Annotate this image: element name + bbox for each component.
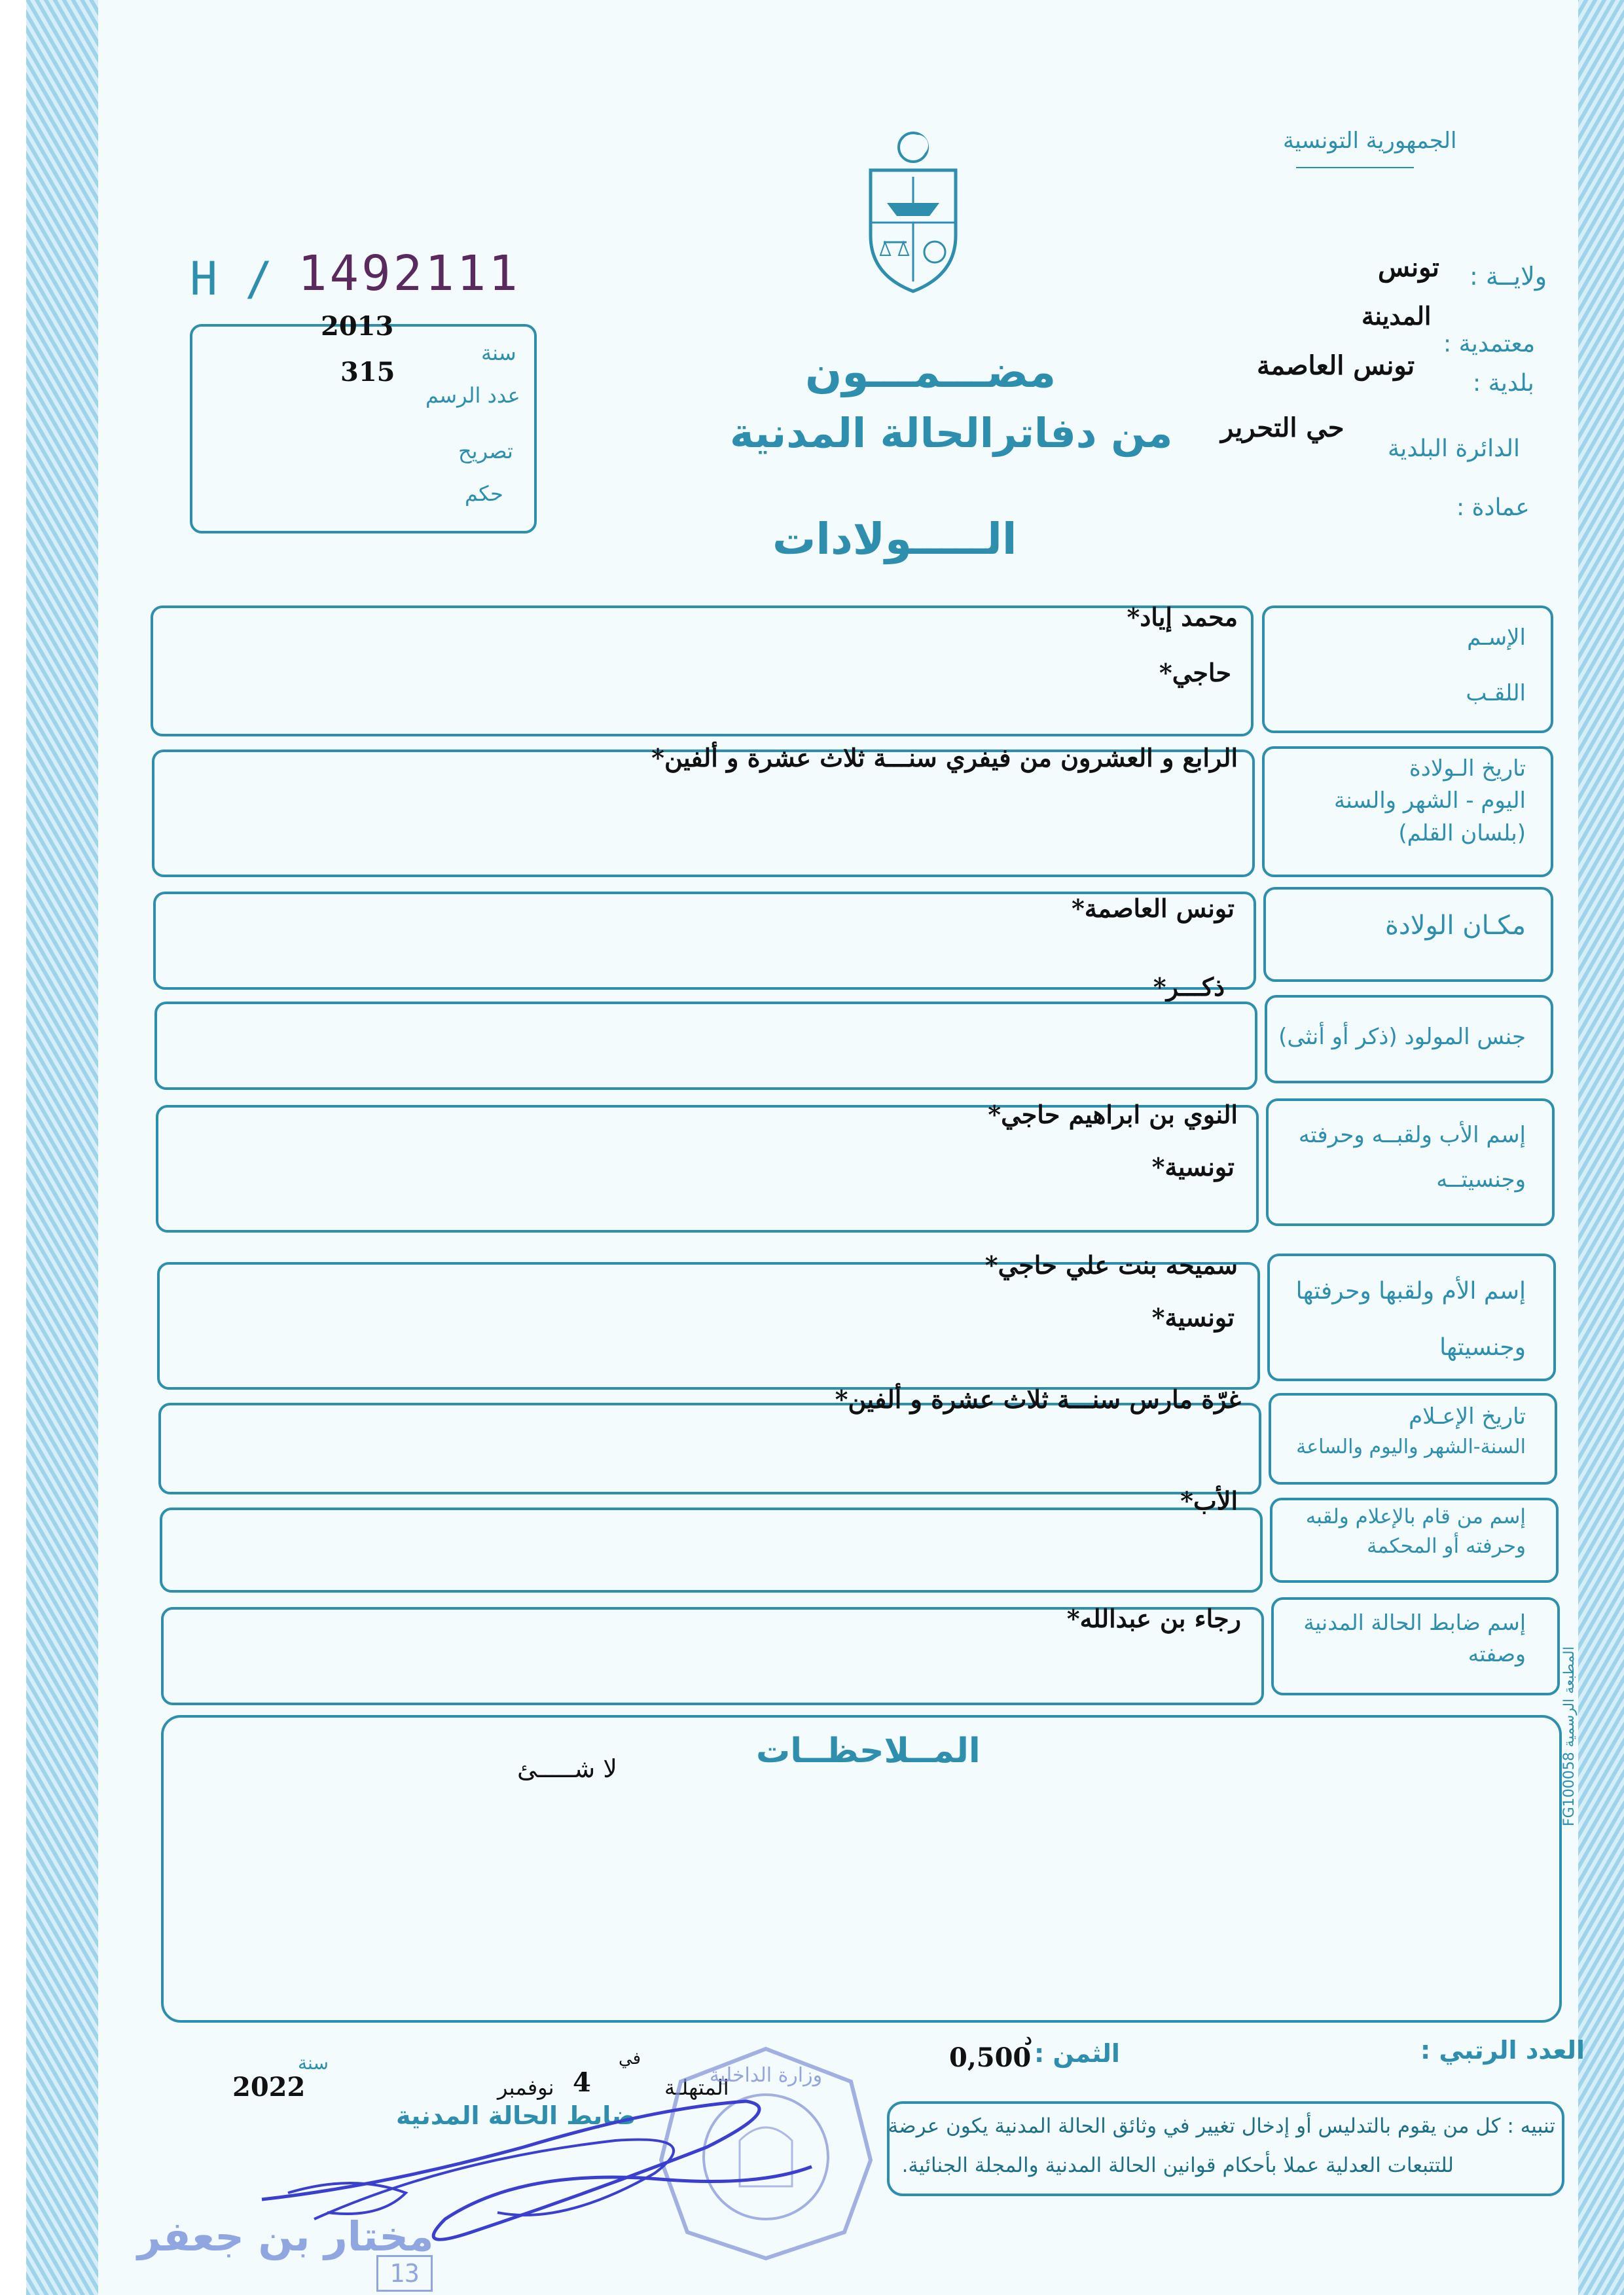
stamp-number: 13: [376, 2255, 433, 2292]
section-title: الـــــولادات: [772, 514, 1017, 564]
declaration-date-value-box: [158, 1403, 1261, 1494]
divider: [1296, 167, 1414, 168]
registration-number-value: 315: [340, 357, 395, 388]
sex-label: جنس المولود (ذكر أو أنثى): [1278, 1024, 1526, 1050]
remarks-value: لا شـــــئ: [517, 1754, 617, 1783]
mother-value-box: [157, 1262, 1260, 1390]
governorate-value: تونس: [1378, 252, 1439, 283]
place-label: المتهلـة: [664, 2075, 729, 2100]
delegation-label: معتمدية :: [1443, 331, 1536, 357]
stamp-text: وزارة الداخلية: [709, 2064, 823, 2087]
year-prefix: سنة: [298, 2052, 329, 2074]
printer-code: المطبعة الرسمية FG100058: [1561, 1646, 1578, 1826]
signature-name-stamp: مختار بن جعفر: [137, 2213, 434, 2260]
birth-date-label-line3: (بلسان القلم): [1398, 820, 1526, 846]
birth-date-label-line2: اليوم - الشهر والسنة: [1334, 787, 1526, 814]
republic-heading: الجمهورية التونسية: [1283, 128, 1457, 154]
sector-label: عمادة :: [1456, 494, 1530, 521]
declarant-value: الأب*: [1180, 1486, 1238, 1515]
declarant-value-box: [160, 1508, 1263, 1593]
declarant-label-line1: إسم من قام بالإعلام ولقبه: [1305, 1505, 1526, 1528]
district-value: حي التحرير: [1221, 412, 1344, 443]
district-label: الدائرة البلدية: [1388, 435, 1521, 462]
serial-number: 1492111: [298, 245, 520, 302]
price-unit: د: [1024, 2029, 1032, 2049]
title-line1: مضـــمـــون: [805, 347, 1056, 397]
governorate-label: ولايــة :: [1470, 262, 1547, 291]
municipality-label: بلدية :: [1473, 370, 1534, 397]
price-label: الثمن :: [1034, 2039, 1120, 2068]
father-label-line2: وجنسيتــه: [1436, 1166, 1526, 1193]
name-value-box: [151, 605, 1254, 736]
officer-value: رجاء بن عبدالله*: [1066, 1604, 1241, 1633]
mother-label-line1: إسم الأم ولقبها وحرفتها: [1295, 1278, 1526, 1305]
title-line2: من دفاترالحالة المدنية: [730, 409, 1173, 457]
mother-name-value: سميحه بنت علي حاجي*: [984, 1250, 1238, 1280]
municipality-value: تونس العاصمة: [1257, 350, 1415, 381]
birth-date-label-line1: تاريخ الـولادة: [1409, 755, 1526, 782]
registration-number-label: عدد الرسم: [425, 383, 520, 408]
warning-line1: تنبيه : كل من يقوم بالتدليس أو إدخال تغيير في وثائق الحالة المدنية يكون عرضة: [888, 2114, 1555, 2138]
birth-place-value: تونس العاصمة*: [1072, 894, 1235, 923]
decorative-border-right: [1578, 0, 1624, 2295]
registration-year-value: 2013: [321, 311, 394, 342]
sex-value-box: [154, 1002, 1257, 1090]
declaration-date-label: [1296, 1401, 1526, 1462]
father-nationality-value: تونسية*: [1151, 1152, 1235, 1182]
delegation-value: المدينة: [1362, 301, 1432, 331]
birth-date-label: [1334, 753, 1526, 850]
serial-prefix: H /: [190, 252, 273, 306]
officer-label-line1: إسم ضابط الحالة المدنية: [1303, 1610, 1526, 1635]
officer-label: [1303, 1607, 1526, 1670]
coat-of-arms-icon: [857, 124, 969, 295]
remarks-title: المــلاحظــات: [756, 1731, 981, 1771]
mother-label-line2: وجنسيتها: [1439, 1334, 1526, 1362]
decorative-border-left: [26, 0, 98, 2295]
sex-value: ذكـــر*: [1153, 972, 1225, 1002]
name-value: محمد إياد*: [1127, 602, 1238, 632]
surname-value: حاجي*: [1159, 658, 1231, 687]
price-value: 0,500: [949, 2042, 1032, 2073]
judgment-label: حكم: [465, 481, 503, 506]
officer-label-line2: وصفته: [1468, 1640, 1526, 1667]
day-value: 4: [573, 2067, 591, 2098]
father-label-line1: إسم الأب ولقبــه وحرفته: [1298, 1122, 1526, 1148]
mother-nationality-value: تونسية*: [1151, 1303, 1235, 1332]
birth-place-label: مكـان الولادة: [1384, 911, 1526, 941]
birth-date-value: الرابع و العشرون من فيفري سنـــة ثلاث عشرة و ألفين*: [651, 743, 1238, 772]
month-value: نوفمبر: [497, 2075, 554, 2100]
day-prefix: في: [619, 2049, 641, 2069]
year-value: 2022: [232, 2072, 306, 2103]
declaration-date-label-line1: تاريخ الإعـلام: [1409, 1403, 1526, 1430]
surname-label: اللقـب: [1466, 680, 1526, 706]
serial-label: العدد الرتبي :: [1420, 2036, 1585, 2065]
registration-year-label: سنة: [481, 340, 516, 365]
declaration-date-value: غرّة مارس سنـــة ثلاث عشرة و ألفين*: [835, 1384, 1241, 1414]
name-label: الإسـم: [1467, 624, 1526, 651]
father-name-value: النوي بن ابراهيم حاجي*: [988, 1100, 1238, 1129]
declaration-label: تصريح: [458, 439, 513, 463]
declarant-label: [1306, 1502, 1526, 1561]
declarant-label-line2: وحرفته أو المحكمة: [1367, 1534, 1526, 1558]
mother-label: [1296, 1263, 1526, 1377]
warning-line2: للتتبعات العدلية عملا بأحكام قوانين الحالة المدنية والمجلة الجنائية.: [901, 2154, 1454, 2177]
officer-title: ضابط الحالة المدنية: [396, 2101, 636, 2130]
declaration-date-label-line2: السنة-الشهر واليوم والساعة: [1296, 1436, 1526, 1459]
father-label: [1299, 1113, 1526, 1202]
